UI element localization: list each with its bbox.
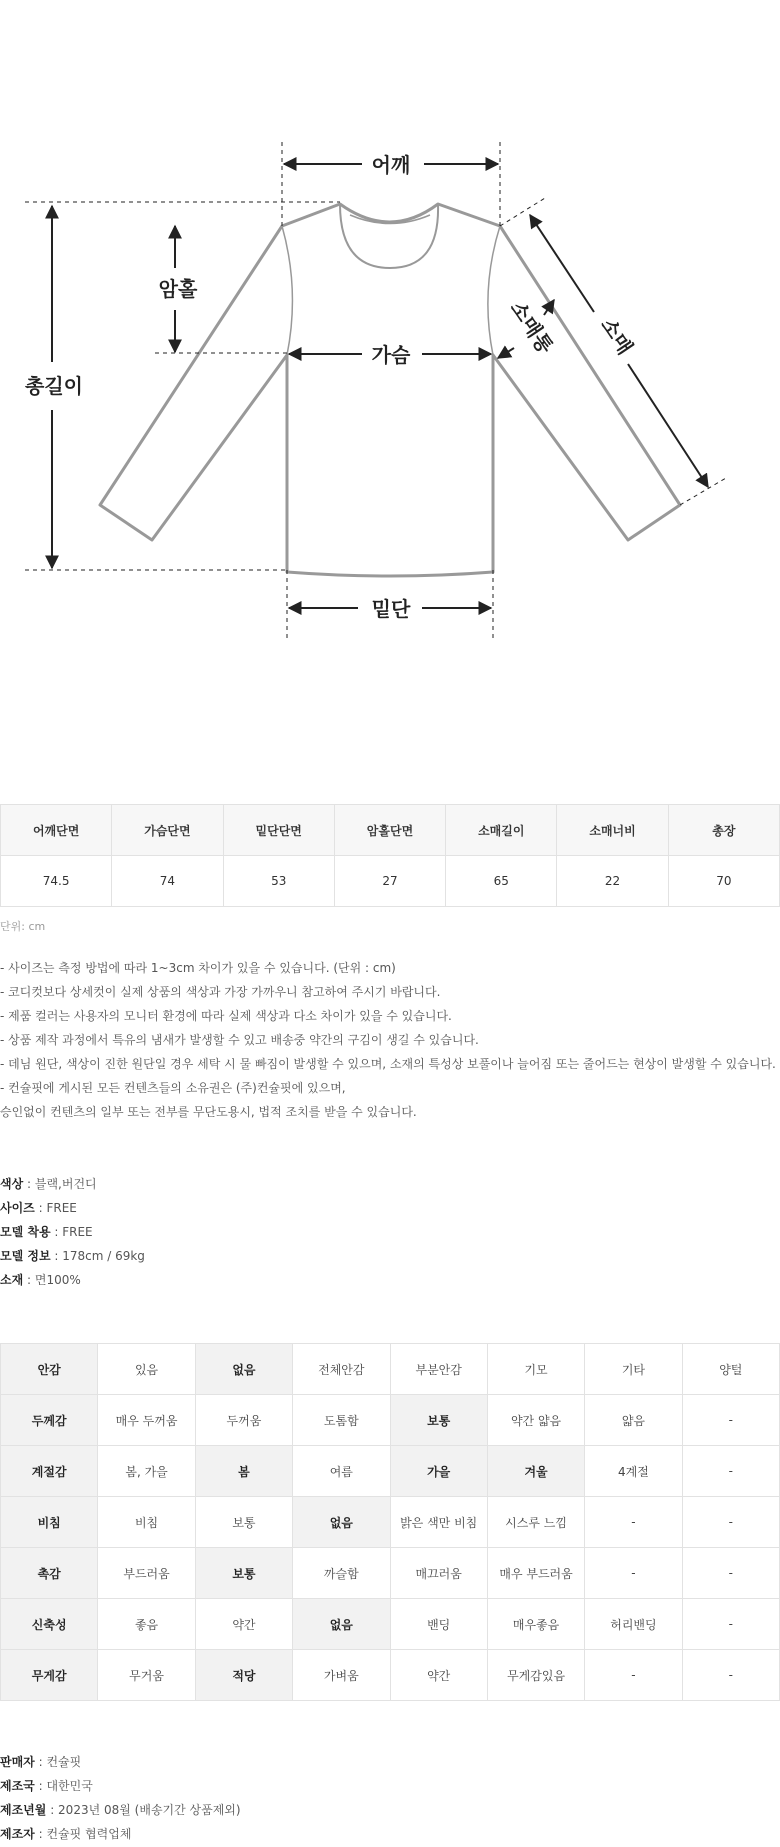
fabric-option: 밝은 색만 비침: [390, 1497, 487, 1548]
fabric-option: 두꺼움: [195, 1395, 292, 1446]
fabric-option: 기모: [487, 1344, 584, 1395]
fabric-option-selected: 가을: [390, 1446, 487, 1497]
garment-outline: [100, 204, 680, 576]
size-header-cell: 어깨단면: [1, 805, 112, 856]
sleeve-label: 소매: [596, 313, 638, 359]
fabric-option: 4계절: [585, 1446, 682, 1497]
fabric-row: [1, 1395, 780, 1446]
size-value-cell: 70: [668, 856, 779, 907]
hem-label: 밑단: [371, 597, 411, 621]
fabric-row: [1, 1344, 780, 1395]
fabric-option: -: [585, 1650, 682, 1701]
size-table-header-row: [1, 805, 780, 856]
info-row: [0, 1196, 145, 1220]
info-value: : 블랙,버건디: [23, 1177, 97, 1191]
fabric-option-selected: 보통: [390, 1395, 487, 1446]
fabric-option: 좋음: [98, 1599, 195, 1650]
info-value: : FREE: [34, 1201, 77, 1215]
info-value: : 면100%: [23, 1273, 81, 1287]
note-line: - 데님 원단, 색상이 진한 원단일 경우 세탁 시 물 빠짐이 발생할 수 있으며, 소재의 특성상 보풀이나 늘어짐 또는 줄어드는 현상이 발생할 수 있습니다.: [0, 1057, 776, 1071]
fabric-option: -: [682, 1650, 779, 1701]
notes-list: [0, 956, 780, 1124]
fabric-option: 부드러움: [98, 1548, 195, 1599]
maker-row: [0, 1798, 241, 1822]
maker-value: : 컨슐핏 협력업체: [34, 1827, 132, 1841]
size-header-cell: 소매길이: [446, 805, 557, 856]
fabric-option: 약간: [195, 1599, 292, 1650]
maker-label: 제조년월: [0, 1803, 47, 1817]
fabric-option: 도톰함: [293, 1395, 390, 1446]
info-row: [0, 1244, 145, 1268]
size-value-cell: 74: [112, 856, 223, 907]
fabric-option: 허리밴딩: [585, 1599, 682, 1650]
armhole-label: 암홀: [158, 277, 198, 301]
info-value: : 178cm / 69kg: [50, 1249, 145, 1263]
note-line: 승인없이 컨텐츠의 일부 또는 전부를 무단도용시, 법적 조치를 받을 수 있습니다.: [0, 1105, 417, 1119]
maker-row: [0, 1750, 241, 1774]
note-line: - 제품 컬러는 사용자의 모니터 환경에 따라 실제 색상과 다소 차이가 있을 수 있습니다.: [0, 1009, 452, 1023]
size-table-value-row: [1, 856, 780, 907]
size-value-cell: 53: [223, 856, 334, 907]
fabric-option-selected: 없음: [195, 1344, 292, 1395]
info-row: [0, 1220, 145, 1244]
fabric-option-selected: 겨울: [487, 1446, 584, 1497]
note-line: - 컨슐핏에 게시된 모든 컨텐츠들의 소유권은 (주)컨슐핏에 있으며,: [0, 1081, 346, 1095]
size-guide-diagram: [0, 100, 780, 660]
info-row: [0, 1268, 145, 1292]
unit-note: 단위: cm: [0, 920, 46, 933]
size-header-cell: 가슴단면: [112, 805, 223, 856]
info-label: 모델 착용: [0, 1225, 51, 1239]
fabric-option: 매우 두꺼움: [98, 1395, 195, 1446]
info-value: : FREE: [50, 1225, 93, 1239]
fabric-option: -: [682, 1599, 779, 1650]
size-header-cell: 소매너비: [557, 805, 668, 856]
total-length-label: 총길이: [25, 374, 83, 398]
fabric-row: [1, 1599, 780, 1650]
fabric-option: -: [682, 1446, 779, 1497]
fabric-row: [1, 1446, 780, 1497]
fabric-row-label: 촉감: [1, 1548, 98, 1599]
fabric-option: 가벼움: [293, 1650, 390, 1701]
fabric-option: 부분안감: [390, 1344, 487, 1395]
measure-arrows: [52, 164, 708, 608]
info-label: 색상: [0, 1177, 24, 1191]
fabric-row-label: 무게감: [1, 1650, 98, 1701]
size-value-cell: 22: [557, 856, 668, 907]
fabric-option: 양털: [682, 1344, 779, 1395]
shoulder-label: 어깨: [371, 153, 411, 177]
size-table: [0, 804, 780, 907]
fabric-option: 봄, 가을: [98, 1446, 195, 1497]
chest-label: 가슴: [371, 343, 411, 367]
info-label: 모델 정보: [0, 1249, 51, 1263]
info-row: [0, 1172, 145, 1196]
fabric-row: [1, 1548, 780, 1599]
fabric-row: [1, 1650, 780, 1701]
size-header-cell: 총장: [668, 805, 779, 856]
fabric-option-selected: 봄: [195, 1446, 292, 1497]
fabric-row: [1, 1497, 780, 1548]
fabric-option: 약간 얇음: [487, 1395, 584, 1446]
fabric-option: 전체안감: [293, 1344, 390, 1395]
fabric-option: 보통: [195, 1497, 292, 1548]
fabric-option: -: [585, 1548, 682, 1599]
info-label: 소재: [0, 1273, 24, 1287]
fabric-option: 까슬함: [293, 1548, 390, 1599]
fabric-option: 매우좋음: [487, 1599, 584, 1650]
maker-value: : 컨슐핏: [34, 1755, 82, 1769]
fabric-option-selected: 없음: [293, 1497, 390, 1548]
size-value-cell: 27: [334, 856, 445, 907]
fabric-row-label: 신축성: [1, 1599, 98, 1650]
fabric-option: 매우 부드러움: [487, 1548, 584, 1599]
note-line: - 코디컷보다 상세컷이 실제 상품의 색상과 가장 가까우니 참고하여 주시기 바랍니다.: [0, 985, 441, 999]
fabric-option: 시스루 느낌: [487, 1497, 584, 1548]
fabric-option: 무게감있음: [487, 1650, 584, 1701]
maker-label: 판매자: [0, 1755, 35, 1769]
fabric-row-label: 두께감: [1, 1395, 98, 1446]
fabric-option: -: [682, 1395, 779, 1446]
fabric-option: 기타: [585, 1344, 682, 1395]
fabric-option: 비침: [98, 1497, 195, 1548]
fabric-option: 무거움: [98, 1650, 195, 1701]
fabric-row-label: 안감: [1, 1344, 98, 1395]
fabric-option-selected: 보통: [195, 1548, 292, 1599]
fabric-option: 얇음: [585, 1395, 682, 1446]
fabric-row-label: 계절감: [1, 1446, 98, 1497]
fabric-option: 있음: [98, 1344, 195, 1395]
maker-label: 제조자: [0, 1827, 35, 1841]
fabric-option: -: [585, 1497, 682, 1548]
fabric-option: -: [682, 1548, 779, 1599]
fabric-option: 밴딩: [390, 1599, 487, 1650]
maker-value: : 2023년 08월 (배송기간 상품제외): [46, 1803, 241, 1817]
guide-lines: [25, 142, 726, 638]
fabric-option: 여름: [293, 1446, 390, 1497]
fabric-option: -: [682, 1497, 779, 1548]
maker-row: [0, 1822, 241, 1846]
sleeve-width-label: 소매통: [505, 296, 558, 358]
product-info: [0, 1172, 145, 1292]
note-line: - 사이즈는 측정 방법에 따라 1~3cm 차이가 있을 수 있습니다. (단위 : cm): [0, 961, 396, 975]
maker-label: 제조국: [0, 1779, 35, 1793]
maker-info: [0, 1750, 241, 1846]
info-label: 사이즈: [0, 1201, 35, 1215]
size-header-cell: 암홀단면: [334, 805, 445, 856]
maker-row: [0, 1774, 241, 1798]
fabric-row-label: 비침: [1, 1497, 98, 1548]
fabric-option: 매끄러움: [390, 1548, 487, 1599]
size-value-cell: 74.5: [1, 856, 112, 907]
note-line: - 상품 제작 과정에서 특유의 냄새가 발생할 수 있고 배송중 약간의 구김이 생길 수 있습니다.: [0, 1033, 479, 1047]
fabric-properties-table: [0, 1343, 780, 1701]
size-header-cell: 밑단단면: [223, 805, 334, 856]
maker-value: : 대한민국: [34, 1779, 93, 1793]
size-value-cell: 65: [446, 856, 557, 907]
fabric-option-selected: 없음: [293, 1599, 390, 1650]
fabric-option: 약간: [390, 1650, 487, 1701]
fabric-option-selected: 적당: [195, 1650, 292, 1701]
